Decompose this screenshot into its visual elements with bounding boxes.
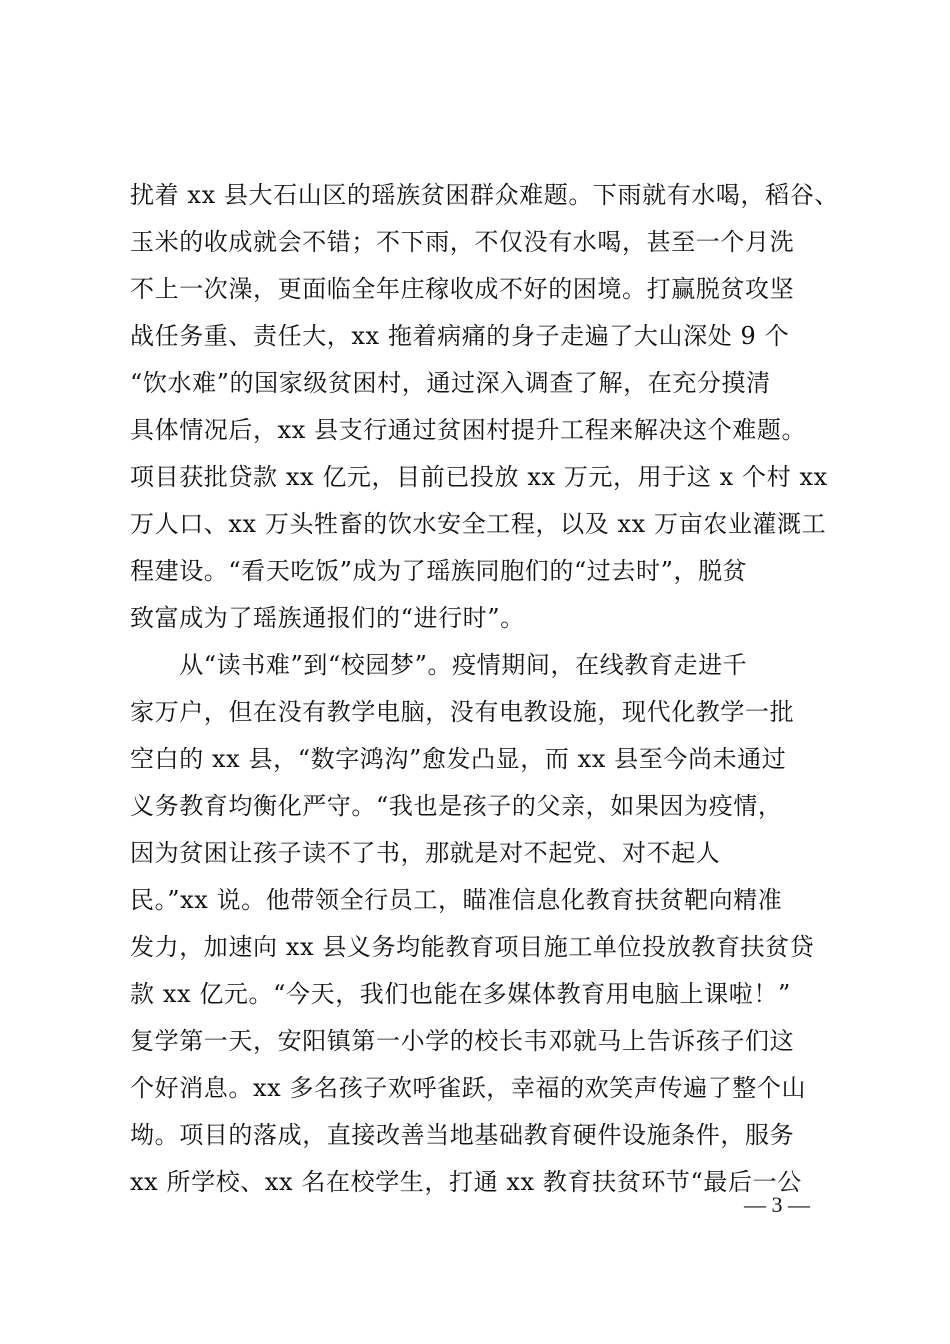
body-text-line: 复学第一天，安阳镇第一小学的校长韦邓就马上告诉孩子们这 — [130, 1027, 795, 1055]
body-text-line: 家万户，但在没有教学电脑，没有电教设施，现代化教学一批 — [130, 698, 795, 726]
body-text-line: 义务教育均衡化严守。“我也是孩子的父亲，如果因为疫情， — [130, 792, 783, 820]
body-text-line: 万人口、xx 万头牲畜的饮水安全工程，以及 xx 万亩农业灌溉工 — [130, 510, 827, 538]
body-text-line: 具体情况后，xx 县支行通过贫困村提升工程来解决这个难题。 — [130, 416, 807, 444]
body-text-line: 不上一次澡，更面临全年庄稼收成不好的困境。打赢脱贫攻坚 — [130, 275, 795, 303]
body-text-line: 扰着 xx 县大石山区的瑶族贫困群众难题。下雨就有水喝，稻谷、 — [130, 181, 839, 209]
paragraph-start-line: 从“读书难”到“校园梦”。疫情期间，在线教育走进千 — [130, 651, 748, 679]
body-text-line: 程建设。“看天吃饭”成为了瑶族同胞们的“过去时”，脱贫 — [130, 557, 748, 585]
body-text-line: 战任务重、责任大，xx 拖着病痛的身子走遍了大山深处 9 个 — [130, 322, 790, 350]
page-number: — 3 — — [744, 1192, 810, 1217]
body-text-line: 发力，加速向 xx 县义务均能教育项目施工单位投放教育扶贫贷 — [130, 933, 815, 961]
body-text-line: 坳。项目的落成，直接改善当地基础教育硬件设施条件，服务 — [130, 1121, 795, 1149]
body-text-line: 项目获批贷款 xx 亿元，目前已投放 xx 万元，用于这 x 个村 xx — [130, 463, 828, 491]
body-text-line: 个好消息。xx 多名孩子欢呼雀跃，幸福的欢笑声传遍了整个山 — [130, 1074, 807, 1102]
body-text-line: “饮水难”的国家级贫困村，通过深入调查了解，在充分摸清 — [130, 369, 771, 397]
body-text-line: 致富成为了瑶族通报们的“进行时”。 — [130, 604, 525, 632]
body-text-line: 民。”xx 说。他带领全行员工，瞄准信息化教育扶贫靶向精准 — [130, 886, 783, 914]
body-text-line: 玉米的收成就会不错；不下雨，不仅没有水喝，甚至一个月洗 — [130, 228, 795, 256]
body-text-line: 空白的 xx 县，“数字鸿沟”愈发凸显，而 xx 县至今尚未通过 — [130, 745, 787, 773]
body-text-line: 因为贫困让孩子读不了书，那就是对不起党、对不起人 — [130, 839, 721, 867]
body-text-line: xx 所学校、xx 名在校学生，打通 xx 教育扶贫环节“最后一公 — [130, 1168, 802, 1196]
body-text-line: 款 xx 亿元。“今天，我们也能在多媒体教育用电脑上课啦！” — [130, 980, 791, 1008]
